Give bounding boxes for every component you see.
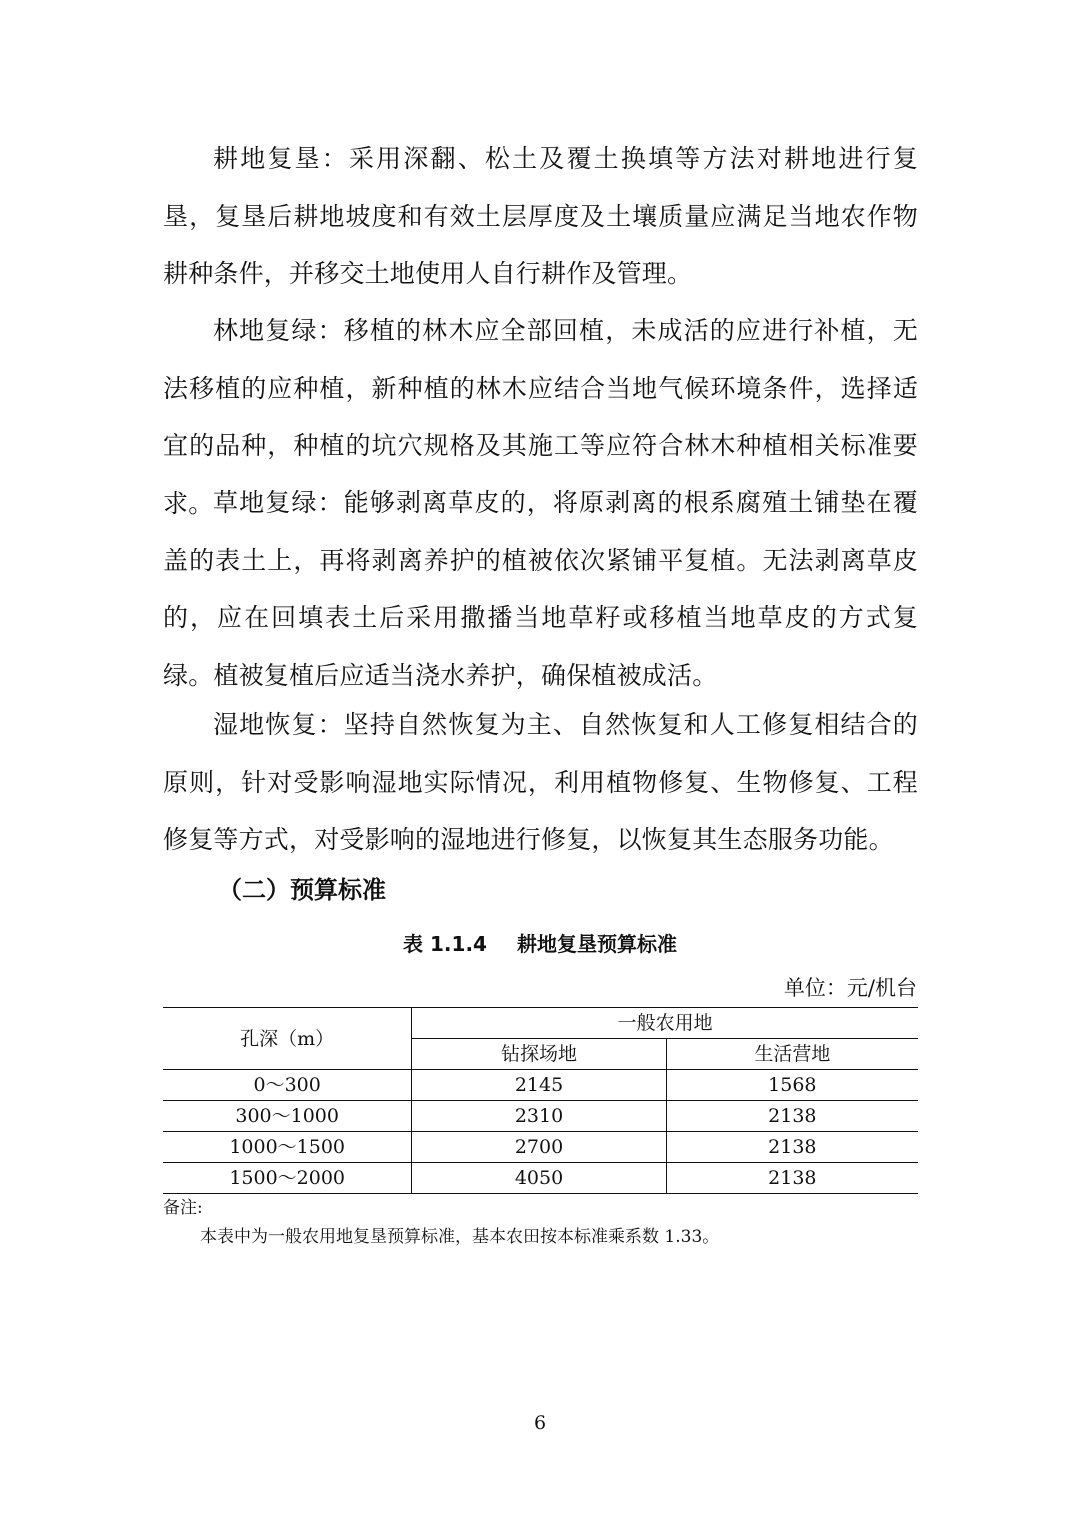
paragraph-wetland-restoration: 湿地恢复：坚持自然恢复为主、自然恢复和人工修复相结合的原则，针对受影响湿地实际情况，利用植物修复、生物修复、工程修复等方式，对受影响的湿地进行修复，以恢复其生态服务功能。 xyxy=(163,710,918,854)
header-general-farmland: 一般农用地 xyxy=(412,1008,918,1039)
table-row xyxy=(163,1163,918,1194)
table-header-row xyxy=(163,1008,918,1039)
cell-camp: 2138 xyxy=(666,1101,918,1132)
table-caption xyxy=(0,928,1080,957)
paragraph-forest-regreening: 林地复绿：移植的林木应全部回植，未成活的应进行补植，无法移植的应种植，新种植的林木应结合当地气候环境条件，选择适宜的品种，种植的坑穴规格及其施工等应符合林木种植相关标准要求。 xyxy=(163,316,918,518)
header-depth: 孔深（m） xyxy=(163,1008,412,1070)
cell-depth: 0～300 xyxy=(163,1070,412,1101)
cell-depth: 1000～1500 xyxy=(163,1132,412,1163)
paragraph-grassland-regreening: 草地复绿：能够剥离草皮的，将原剥离的根系腐殖土铺垫在覆盖的表土上，再将剥离养护的植被依次紧铺平复植。无法剥离草皮的，应在回填表土后采用撒播当地草籽或移植当地草皮的方式复绿。植被复植后应适当浇水养护，确保植被成活。 xyxy=(163,488,918,690)
cell-camp: 2138 xyxy=(666,1163,918,1194)
table-row xyxy=(163,1101,918,1132)
cell-drill-site: 2145 xyxy=(412,1070,666,1101)
cell-camp: 2138 xyxy=(666,1132,918,1163)
cell-depth: 300～1000 xyxy=(163,1101,412,1132)
header-drill-site: 钻探场地 xyxy=(412,1039,666,1070)
table-row xyxy=(163,1070,918,1101)
page-number: 6 xyxy=(533,1412,547,1434)
cell-drill-site: 4050 xyxy=(412,1163,666,1194)
cell-drill-site: 2310 xyxy=(412,1101,666,1132)
table-caption-number: 表 1.1.4 xyxy=(403,932,487,956)
table-row xyxy=(163,1132,918,1163)
cell-depth: 1500～2000 xyxy=(163,1163,412,1194)
cell-drill-site: 2700 xyxy=(412,1132,666,1163)
section-heading: （二）预算标准 xyxy=(218,876,386,904)
table-note-label: 备注: xyxy=(163,1198,203,1218)
header-living-camp: 生活营地 xyxy=(666,1039,918,1070)
budget-table xyxy=(163,1007,918,1194)
paragraph-farmland-reclamation: 耕地复垦：采用深翻、松土及覆土换填等方法对耕地进行复垦，复垦后耕地坡度和有效土层厚度及土壤质量应满足当地农作物耕种条件，并移交土地使用人自行耕作及管理。 xyxy=(163,144,918,288)
table-caption-title: 耕地复垦预算标准 xyxy=(516,932,677,956)
cell-camp: 1568 xyxy=(666,1070,918,1101)
table-unit: 单位：元/机台 xyxy=(783,976,917,1000)
table-note-text: 本表中为一般农用地复垦预算标准，基本农田按本标准乘系数 1.33。 xyxy=(200,1227,720,1247)
